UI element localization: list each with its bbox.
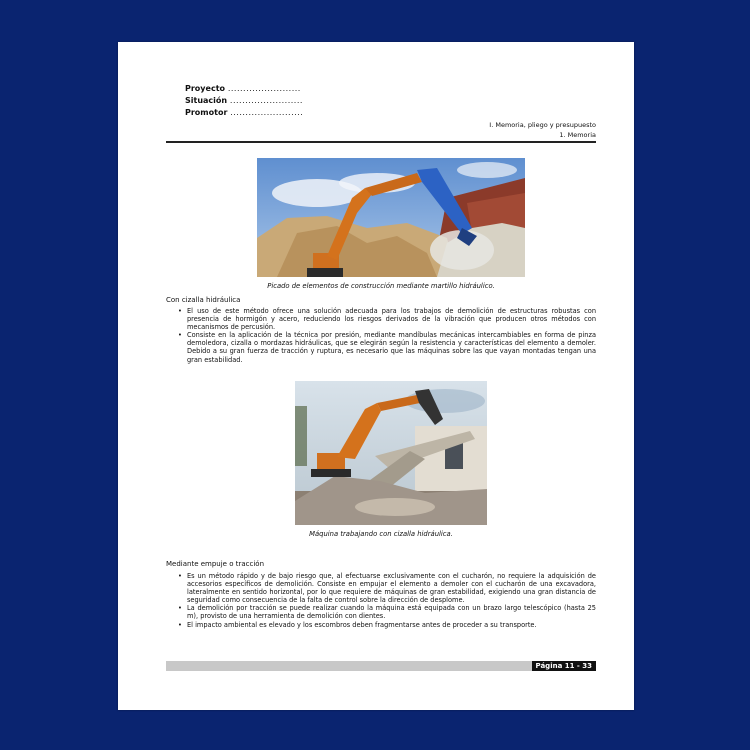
list-item: • Es un método rápido y de bajo riesgo que, al efectuarse exclusivamente con el cucharón, no requiere la adquisición de accesorios específicos de demolición. Consiste en empujar el elemento a demoler con el cucharón de una excavadora, lateralmente en sentido horizontal, por lo que requiere de máquinas de gran estabilidad, exigiendo una gran distancia de seguridad como consecuencia de la falta de control sobre la dirección de desplome. bbox=[178, 572, 596, 605]
section2-title: Mediante empuje o tracción bbox=[166, 560, 264, 568]
bullet-icon: • bbox=[178, 572, 182, 580]
figure2-caption: Máquina trabajando con cizalla hidráulica. bbox=[309, 530, 453, 538]
photo-hydraulic-shear-image bbox=[295, 381, 487, 525]
field-promotor: Promotor ........................ bbox=[185, 108, 304, 117]
section1-bullets bbox=[178, 307, 596, 364]
photo-hydraulic-hammer-image bbox=[257, 158, 525, 277]
header-section: I. Memoria, pliego y presupuesto bbox=[489, 121, 596, 129]
list-item: • La demolición por tracción se puede realizar cuando la máquina está equipada con un brazo largo telescópico (hasta 25 m), provisto de una herramienta de demolición con dientes. bbox=[178, 604, 596, 621]
photo-hydraulic-shear bbox=[295, 381, 487, 525]
bullet-icon: • bbox=[178, 604, 182, 613]
header-subsection: 1. Memoria bbox=[559, 131, 596, 139]
footer-bar bbox=[166, 661, 596, 671]
page-number: Página 11 - 33 bbox=[532, 661, 596, 671]
list-item: • Consiste en la aplicación de la técnica por presión, mediante mandíbulas mecánicas intercambiables en forma de pinza demoledora, cizalla o mordazas hidráulicas, que se elegirán según la resistencia y características del elemento a demoler. Debido a su gran fuerza de tracción y ruptura, es necesario que las máquinas sobre las que vayan montadas tengan una gran estabilidad. bbox=[178, 331, 596, 364]
bullet-icon: • bbox=[178, 307, 182, 315]
list-item: • El uso de este método ofrece una solución adecuada para los trabajos de demolición de estructuras robustas con presencia de hormigón y acero, reduciendo los riesgos derivados de la vibración que producen otros métodos con mecanismos de percusión. bbox=[178, 307, 596, 332]
section1-title: Con cizalla hidráulica bbox=[166, 296, 241, 304]
photo-hydraulic-hammer bbox=[257, 158, 525, 277]
header-section-info bbox=[489, 120, 596, 140]
field-situacion: Situación ........................ bbox=[185, 96, 303, 105]
header-fields bbox=[185, 83, 303, 119]
header-rule bbox=[166, 141, 596, 143]
bullet-icon: • bbox=[178, 331, 182, 340]
document-page bbox=[118, 42, 634, 710]
figure1-caption: Picado de elementos de construcción mediante martillo hidráulico. bbox=[267, 282, 495, 290]
list-item: • El impacto ambiental es elevado y los escombros deben fragmentarse antes de proceder a su transporte. bbox=[178, 620, 537, 629]
section2-bullets bbox=[178, 572, 596, 629]
field-proyecto: Proyecto ........................ bbox=[185, 84, 301, 93]
bullet-icon: • bbox=[178, 620, 182, 629]
